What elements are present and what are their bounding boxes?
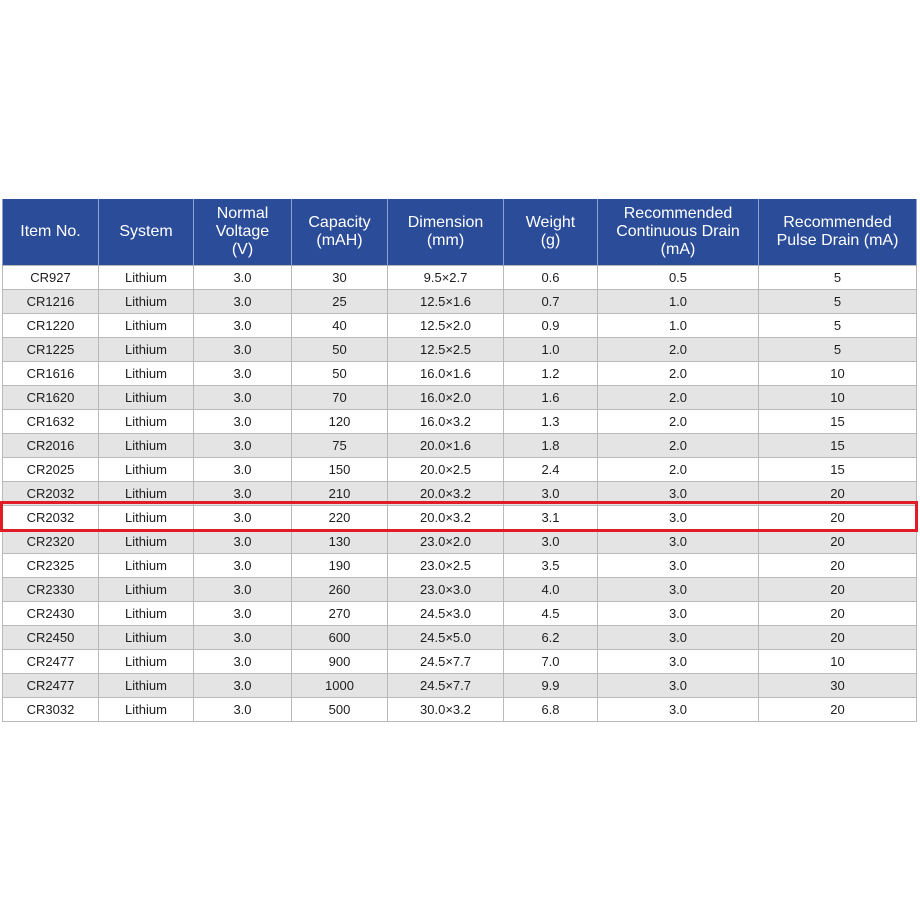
cell-system: Lithium — [99, 337, 194, 361]
cell-system: Lithium — [99, 289, 194, 313]
cell-pulse-drain: 5 — [759, 289, 917, 313]
cell-continuous-drain: 3.0 — [598, 697, 759, 721]
cell-weight: 6.2 — [504, 625, 598, 649]
cell-pulse-drain: 20 — [759, 481, 917, 505]
cell-continuous-drain: 3.0 — [598, 529, 759, 553]
cell-pulse-drain: 20 — [759, 553, 917, 577]
cell-continuous-drain: 3.0 — [598, 505, 759, 529]
cell-pulse-drain: 15 — [759, 409, 917, 433]
cell-item-no: CR3032 — [3, 697, 99, 721]
cell-dimension: 24.5×7.7 — [388, 649, 504, 673]
cell-item-no: CR2330 — [3, 577, 99, 601]
cell-item-no: CR1620 — [3, 385, 99, 409]
table-row — [3, 289, 917, 313]
cell-voltage: 3.0 — [194, 673, 292, 697]
cell-voltage: 3.0 — [194, 697, 292, 721]
table-row — [3, 409, 917, 433]
cell-weight: 1.0 — [504, 337, 598, 361]
cell-dimension: 30.0×3.2 — [388, 697, 504, 721]
cell-weight: 0.9 — [504, 313, 598, 337]
cell-continuous-drain: 3.0 — [598, 553, 759, 577]
cell-continuous-drain: 3.0 — [598, 673, 759, 697]
cell-pulse-drain: 10 — [759, 361, 917, 385]
cell-dimension: 20.0×2.5 — [388, 457, 504, 481]
cell-dimension: 16.0×2.0 — [388, 385, 504, 409]
cell-item-no: CR1616 — [3, 361, 99, 385]
cell-pulse-drain: 20 — [759, 529, 917, 553]
table-row — [3, 457, 917, 481]
cell-system: Lithium — [99, 625, 194, 649]
cell-system: Lithium — [99, 649, 194, 673]
cell-capacity: 25 — [292, 289, 388, 313]
cell-pulse-drain: 20 — [759, 697, 917, 721]
cell-capacity: 210 — [292, 481, 388, 505]
table-row — [3, 697, 917, 721]
header-normal-voltage: Normal Voltage (V) — [194, 199, 292, 265]
cell-capacity: 190 — [292, 553, 388, 577]
header-system: System — [99, 199, 194, 265]
cell-item-no: CR2450 — [3, 625, 99, 649]
cell-continuous-drain: 1.0 — [598, 289, 759, 313]
cell-system: Lithium — [99, 481, 194, 505]
cell-pulse-drain: 20 — [759, 505, 917, 529]
cell-weight: 1.2 — [504, 361, 598, 385]
cell-dimension: 16.0×1.6 — [388, 361, 504, 385]
cell-capacity: 220 — [292, 505, 388, 529]
cell-capacity: 600 — [292, 625, 388, 649]
cell-continuous-drain: 3.0 — [598, 577, 759, 601]
cell-item-no: CR1632 — [3, 409, 99, 433]
cell-voltage: 3.0 — [194, 385, 292, 409]
cell-capacity: 50 — [292, 337, 388, 361]
cell-pulse-drain: 15 — [759, 457, 917, 481]
cell-system: Lithium — [99, 457, 194, 481]
cell-pulse-drain: 20 — [759, 601, 917, 625]
cell-system: Lithium — [99, 529, 194, 553]
table-row — [3, 265, 917, 289]
cell-pulse-drain: 10 — [759, 385, 917, 409]
cell-voltage: 3.0 — [194, 601, 292, 625]
cell-item-no: CR1225 — [3, 337, 99, 361]
cell-capacity: 900 — [292, 649, 388, 673]
cell-voltage: 3.0 — [194, 433, 292, 457]
cell-item-no: CR2032 — [3, 505, 99, 529]
cell-capacity: 120 — [292, 409, 388, 433]
cell-capacity: 270 — [292, 601, 388, 625]
cell-pulse-drain: 5 — [759, 337, 917, 361]
cell-item-no: CR2430 — [3, 601, 99, 625]
cell-capacity: 40 — [292, 313, 388, 337]
cell-pulse-drain: 30 — [759, 673, 917, 697]
cell-dimension: 12.5×1.6 — [388, 289, 504, 313]
cell-dimension: 20.0×1.6 — [388, 433, 504, 457]
cell-dimension: 20.0×3.2 — [388, 481, 504, 505]
header-item-no: Item No. — [3, 199, 99, 265]
cell-voltage: 3.0 — [194, 457, 292, 481]
cell-dimension: 12.5×2.0 — [388, 313, 504, 337]
table-row — [3, 481, 917, 505]
cell-continuous-drain: 2.0 — [598, 361, 759, 385]
cell-dimension: 16.0×3.2 — [388, 409, 504, 433]
cell-capacity: 130 — [292, 529, 388, 553]
cell-weight: 1.3 — [504, 409, 598, 433]
cell-system: Lithium — [99, 265, 194, 289]
table-row — [3, 361, 917, 385]
cell-voltage: 3.0 — [194, 577, 292, 601]
cell-dimension: 24.5×5.0 — [388, 625, 504, 649]
cell-continuous-drain: 2.0 — [598, 409, 759, 433]
cell-dimension: 23.0×2.0 — [388, 529, 504, 553]
cell-system: Lithium — [99, 553, 194, 577]
cell-item-no: CR2477 — [3, 673, 99, 697]
cell-dimension: 24.5×7.7 — [388, 673, 504, 697]
cell-pulse-drain: 5 — [759, 265, 917, 289]
cell-continuous-drain: 0.5 — [598, 265, 759, 289]
cell-weight: 1.6 — [504, 385, 598, 409]
cell-capacity: 75 — [292, 433, 388, 457]
table-row — [3, 577, 917, 601]
cell-pulse-drain: 20 — [759, 625, 917, 649]
cell-continuous-drain: 3.0 — [598, 481, 759, 505]
table-row — [3, 649, 917, 673]
cell-continuous-drain: 3.0 — [598, 625, 759, 649]
cell-continuous-drain: 3.0 — [598, 649, 759, 673]
cell-weight: 0.6 — [504, 265, 598, 289]
cell-voltage: 3.0 — [194, 337, 292, 361]
cell-weight: 3.0 — [504, 481, 598, 505]
cell-voltage: 3.0 — [194, 265, 292, 289]
header-weight: Weight (g) — [504, 199, 598, 265]
cell-continuous-drain: 3.0 — [598, 601, 759, 625]
cell-pulse-drain: 15 — [759, 433, 917, 457]
cell-system: Lithium — [99, 313, 194, 337]
header-row — [3, 199, 917, 265]
cell-system: Lithium — [99, 385, 194, 409]
cell-system: Lithium — [99, 697, 194, 721]
cell-dimension: 12.5×2.5 — [388, 337, 504, 361]
battery-spec-table — [2, 199, 917, 722]
cell-capacity: 1000 — [292, 673, 388, 697]
table-row — [3, 313, 917, 337]
cell-capacity: 70 — [292, 385, 388, 409]
cell-weight: 6.8 — [504, 697, 598, 721]
table-row — [3, 673, 917, 697]
header-capacity: Capacity (mAH) — [292, 199, 388, 265]
cell-capacity: 30 — [292, 265, 388, 289]
cell-continuous-drain: 2.0 — [598, 457, 759, 481]
cell-dimension: 23.0×3.0 — [388, 577, 504, 601]
header-continuous-drain: Recommended Continuous Drain (mA) — [598, 199, 759, 265]
cell-item-no: CR2320 — [3, 529, 99, 553]
cell-system: Lithium — [99, 601, 194, 625]
cell-system: Lithium — [99, 505, 194, 529]
cell-capacity: 50 — [292, 361, 388, 385]
cell-system: Lithium — [99, 577, 194, 601]
cell-continuous-drain: 2.0 — [598, 337, 759, 361]
cell-system: Lithium — [99, 433, 194, 457]
cell-item-no: CR2025 — [3, 457, 99, 481]
cell-weight: 7.0 — [504, 649, 598, 673]
cell-voltage: 3.0 — [194, 625, 292, 649]
cell-dimension: 24.5×3.0 — [388, 601, 504, 625]
cell-weight: 3.1 — [504, 505, 598, 529]
cell-voltage: 3.0 — [194, 361, 292, 385]
cell-item-no: CR1216 — [3, 289, 99, 313]
cell-item-no: CR927 — [3, 265, 99, 289]
cell-weight: 3.5 — [504, 553, 598, 577]
cell-pulse-drain: 5 — [759, 313, 917, 337]
table-header — [3, 199, 917, 265]
table-row — [3, 553, 917, 577]
cell-item-no: CR2477 — [3, 649, 99, 673]
cell-capacity: 260 — [292, 577, 388, 601]
cell-dimension: 9.5×2.7 — [388, 265, 504, 289]
cell-voltage: 3.0 — [194, 505, 292, 529]
cell-voltage: 3.0 — [194, 289, 292, 313]
cell-weight: 3.0 — [504, 529, 598, 553]
cell-dimension: 20.0×3.2 — [388, 505, 504, 529]
cell-pulse-drain: 20 — [759, 577, 917, 601]
cell-item-no: CR2032 — [3, 481, 99, 505]
cell-capacity: 150 — [292, 457, 388, 481]
cell-system: Lithium — [99, 673, 194, 697]
table-row — [3, 337, 917, 361]
cell-voltage: 3.0 — [194, 553, 292, 577]
cell-weight: 9.9 — [504, 673, 598, 697]
table-row — [3, 529, 917, 553]
cell-system: Lithium — [99, 409, 194, 433]
cell-voltage: 3.0 — [194, 649, 292, 673]
table-row — [3, 625, 917, 649]
cell-item-no: CR1220 — [3, 313, 99, 337]
cell-dimension: 23.0×2.5 — [388, 553, 504, 577]
header-pulse-drain: Recommended Pulse Drain (mA) — [759, 199, 917, 265]
cell-voltage: 3.0 — [194, 529, 292, 553]
cell-pulse-drain: 10 — [759, 649, 917, 673]
cell-continuous-drain: 1.0 — [598, 313, 759, 337]
table-row — [3, 601, 917, 625]
cell-capacity: 500 — [292, 697, 388, 721]
header-dimension: Dimension (mm) — [388, 199, 504, 265]
table-row — [3, 385, 917, 409]
cell-system: Lithium — [99, 361, 194, 385]
table-row-highlighted — [3, 505, 917, 529]
cell-weight: 0.7 — [504, 289, 598, 313]
cell-continuous-drain: 2.0 — [598, 433, 759, 457]
cell-item-no: CR2325 — [3, 553, 99, 577]
cell-weight: 4.5 — [504, 601, 598, 625]
cell-weight: 4.0 — [504, 577, 598, 601]
cell-weight: 2.4 — [504, 457, 598, 481]
table-row — [3, 433, 917, 457]
cell-item-no: CR2016 — [3, 433, 99, 457]
cell-voltage: 3.0 — [194, 481, 292, 505]
cell-continuous-drain: 2.0 — [598, 385, 759, 409]
table-body — [3, 265, 917, 721]
cell-weight: 1.8 — [504, 433, 598, 457]
cell-voltage: 3.0 — [194, 313, 292, 337]
cell-voltage: 3.0 — [194, 409, 292, 433]
